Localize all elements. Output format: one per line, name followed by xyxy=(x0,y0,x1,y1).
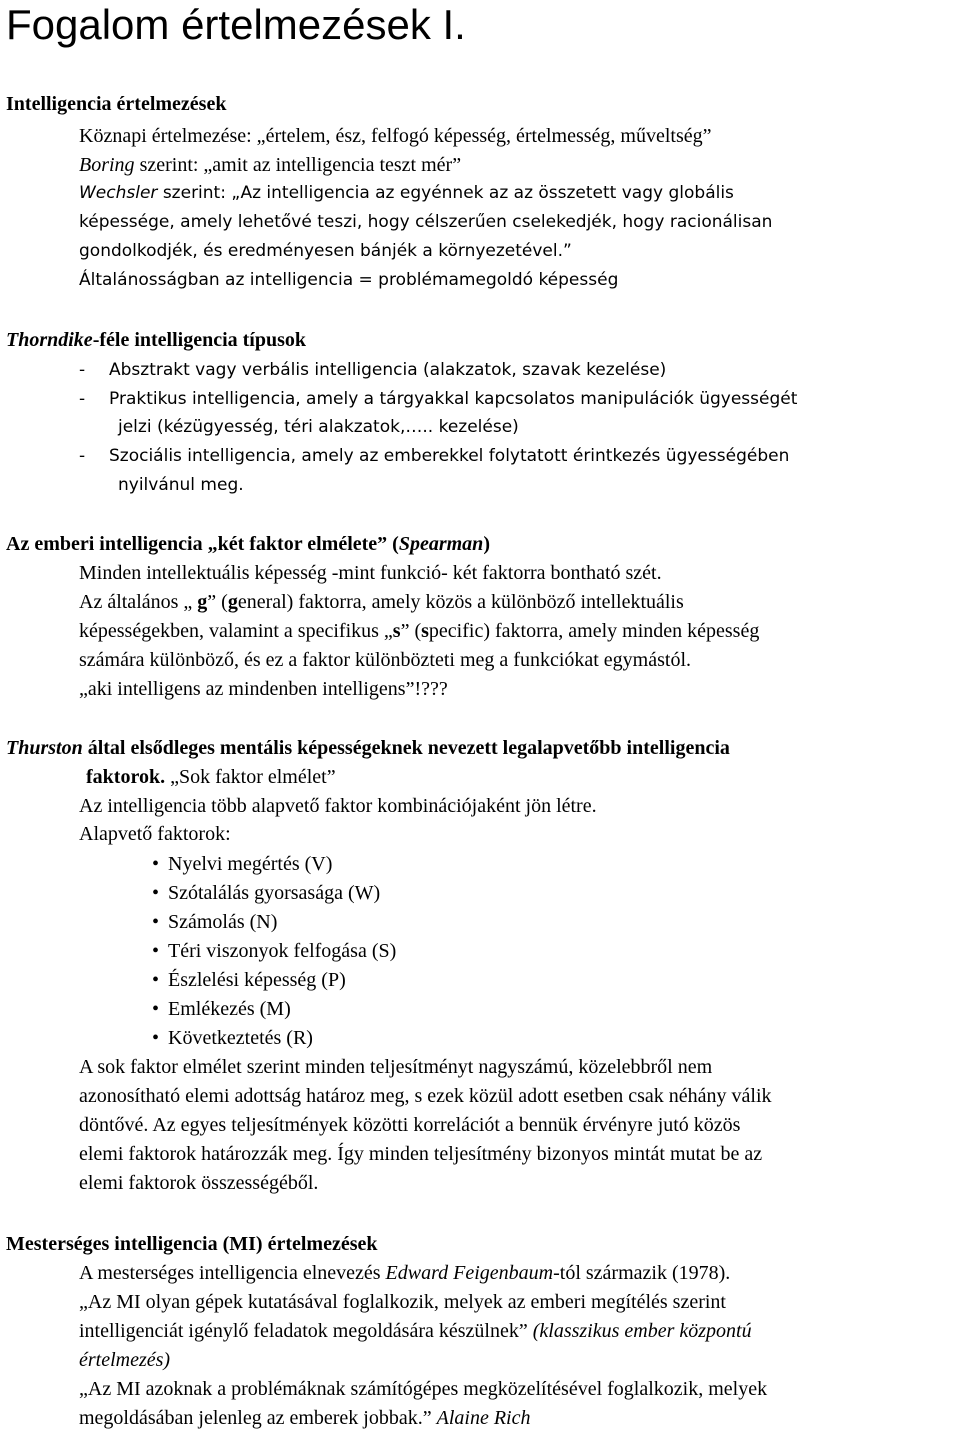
thurston-paragraph-line: döntővé. Az egyes teljesítmények közötti korrelációt a bennük érvényre jutó közös xyxy=(79,1114,741,1136)
section-heading-thurston-cont: faktorok. „Sok faktor elmélet” xyxy=(86,766,336,788)
page-title: Fogalom értelmezések I. xyxy=(6,1,466,48)
definition-boring: Boring szerint: „amit az intelligencia teszt mér” xyxy=(79,154,462,176)
mi-line-6: megoldásában jelenleg az emberek jobbak.” Alaine Rich xyxy=(79,1407,531,1429)
spearman-line-1: Minden intellektuális képesség -mint funkció- két faktorra bontható szét. xyxy=(79,562,662,584)
thurston-paragraph-line: A sok faktor elmélet szerint minden teljesítményt nagyszámú, közelebbről nem xyxy=(79,1056,713,1078)
author-boring: Boring xyxy=(79,154,135,176)
definition-wechsler-line-3: gondolkodjék, és eredményesen bánjék a környezetével.” xyxy=(79,241,572,261)
author-wechsler: Wechsler xyxy=(79,183,158,203)
mi-line-5: „Az MI azoknak a problémáknak számítógépes megközelítésével foglalkozik, melyek xyxy=(79,1378,768,1400)
section-heading-mi: Mesterséges intelligencia (MI) értelmezések xyxy=(6,1233,378,1255)
factor-item: • Következtetés (R) xyxy=(152,1027,313,1049)
dash-marker: - xyxy=(79,389,86,409)
mi-line-2: „Az MI olyan gépek kutatásával foglalkozik, melyek az emberi megítélés szerint xyxy=(79,1291,726,1313)
general-definition: Általánosságban az intelligencia = problémamegoldó képesség xyxy=(79,270,619,290)
factor-item: • Téri viszonyok felfogása (S) xyxy=(152,940,397,962)
factor-item: • Emlékezés (M) xyxy=(152,998,291,1020)
bullet-icon: • xyxy=(152,882,160,904)
section-heading-intelligencia: Intelligencia értelmezések xyxy=(6,93,227,115)
thurston-paragraph-line: elemi faktorok összességéből. xyxy=(79,1172,319,1194)
thurston-line-1: Az intelligencia több alapvető faktor kombinációjaként jön létre. xyxy=(79,795,597,817)
list-item-absztrakt: - Absztrakt vagy verbális intelligencia (alakzatok, szavak kezelése) xyxy=(79,357,666,383)
bullet-icon: • xyxy=(152,1027,160,1049)
factor-item: • Számolás (N) xyxy=(152,911,278,933)
author-feigenbaum: Edward Feigenbaum xyxy=(385,1262,554,1284)
section-heading-spearman: Az emberi intelligencia „két faktor elmélete” (Spearman) xyxy=(6,533,490,555)
author-thorndike: Thorndike xyxy=(6,329,93,351)
mi-line-4: értelmezés) xyxy=(79,1349,171,1371)
list-item-szocialis: - Szociális intelligencia, amely az emberekkel folytatott érintkezés ügyességében xyxy=(79,443,789,469)
dash-marker: - xyxy=(79,446,86,466)
author-spearman: Spearman xyxy=(398,533,484,555)
definition-wechsler-line-2: képessége, amely lehetővé teszi, hogy célszerűen cselekedjék, hogy racionálisan xyxy=(79,212,773,232)
bullet-icon: • xyxy=(152,940,160,962)
spearman-line-4: számára különböző, és ez a faktor különbözteti meg a funkciókat egymástól. xyxy=(79,649,692,671)
definition-koznapi: Köznapi értelmezése: „értelem, ész, felfogó képesség, értelmesség, műveltség” xyxy=(79,125,712,147)
factor-item: • Szótalálás gyorsasága (W) xyxy=(152,882,381,904)
mi-line-1: A mesterséges intelligencia elnevezés Edward Feigenbaum-tól származik (1978). xyxy=(79,1262,731,1284)
thurston-paragraph-line: azonosítható elemi adottság határoz meg, s ezek közül adott esetben csak néhány válik xyxy=(79,1085,772,1107)
dash-marker: - xyxy=(79,360,86,380)
spearman-line-2: Az általános „ g” (general) faktorra, amely közös a különböző intellektuális xyxy=(79,591,684,613)
list-item-szocialis-cont: nyilvánul meg. xyxy=(118,475,244,495)
thurston-line-2: Alapvető faktorok: xyxy=(79,823,231,845)
list-item-praktikus: - Praktikus intelligencia, amely a tárgyakkal kapcsolatos manipulációk ügyességét xyxy=(79,386,797,412)
author-rich: Alaine Rich xyxy=(436,1407,531,1429)
bullet-icon: • xyxy=(152,853,160,875)
mi-line-3: intelligenciát igénylő feladatok megoldására készülnek” (klasszikus ember központú xyxy=(79,1320,752,1342)
section-heading-thorndike: Thorndike-féle intelligencia típusok xyxy=(6,329,307,351)
list-item-praktikus-cont: jelzi (kézügyesség, téri alakzatok,….. kezelése) xyxy=(118,417,519,437)
bullet-icon: • xyxy=(152,911,160,933)
factor-item: • Nyelvi megértés (V) xyxy=(152,853,333,875)
spearman-quote: „aki intelligens az mindenben intelligens”!??? xyxy=(79,678,448,700)
factor-item: • Észlelési képesség (P) xyxy=(152,969,346,991)
bullet-icon: • xyxy=(152,969,160,991)
thurston-paragraph-line: elemi faktorok határozzák meg. Így minden teljesítmény bizonyos mintát mutat be az xyxy=(79,1143,763,1165)
definition-wechsler-line-1: Wechsler szerint: „Az intelligencia az egyénnek az az összetett vagy globális xyxy=(79,183,734,203)
bullet-icon: • xyxy=(152,998,160,1020)
section-heading-thurston: Thurston által elsődleges mentális képességeknek nevezett legalapvetőbb intelligencia xyxy=(6,737,730,759)
spearman-line-3: képességekben, valamint a specifikus „s” (specific) faktorra, amely minden képesség xyxy=(79,620,760,642)
author-thurston: Thurston xyxy=(6,737,83,759)
